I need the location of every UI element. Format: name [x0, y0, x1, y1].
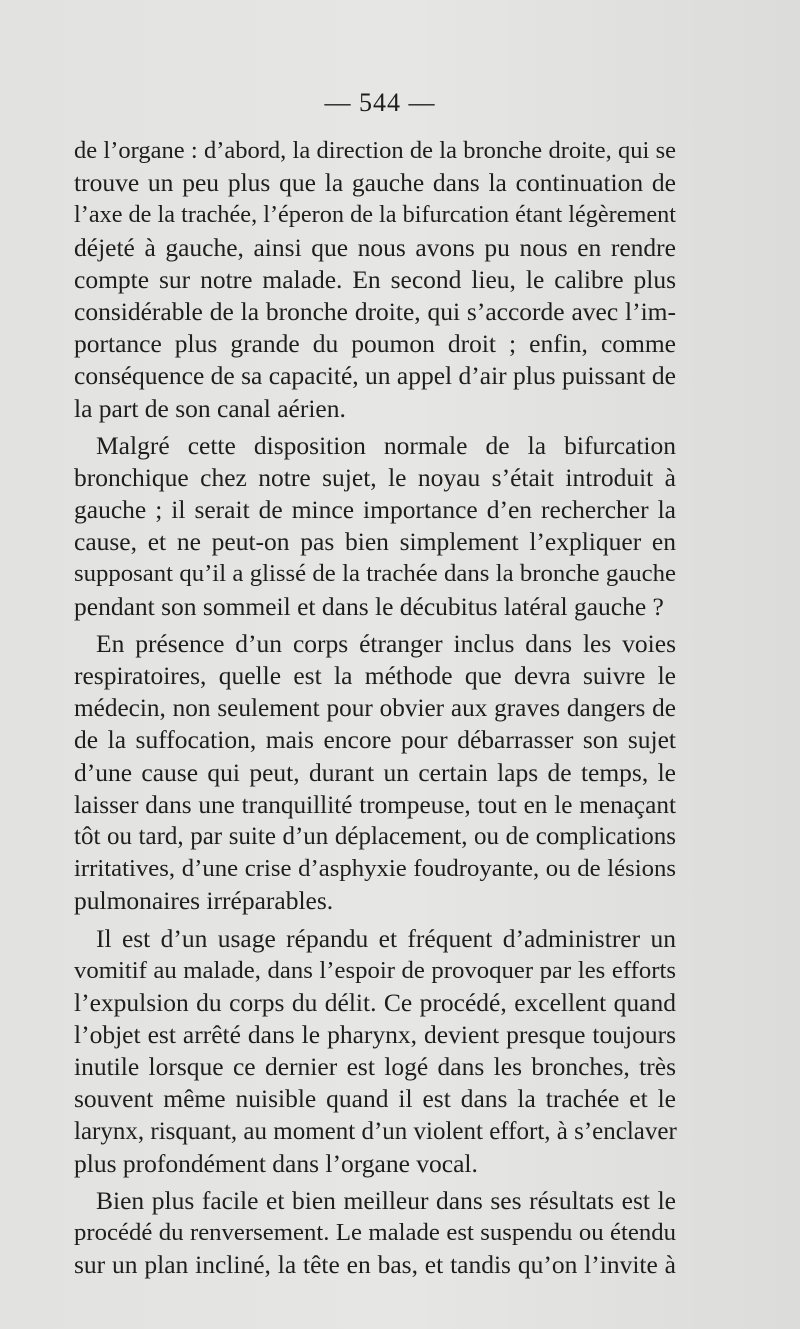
text-line: compte sur notre malade. En second lieu, le calibre plus — [74, 264, 676, 294]
paragraph — [74, 430, 676, 623]
text-line: inutile lorsque ce dernier est logé dans les bronches, très — [74, 1052, 676, 1082]
text-line: Malgré cette disposition normale de la bifurcation — [96, 430, 676, 460]
text-line: respiratoires, quelle est la méthode que devra suivre le — [74, 661, 676, 690]
text-line: Il est d’un usage répandu et fréquent d’administrer un — [96, 923, 676, 953]
text-line: de la suffocation, mais encore pour débarrasser son sujet — [74, 725, 676, 755]
text-line: conséquence de sa capacité, un appel d’air plus puissant de — [74, 361, 676, 391]
paragraph — [74, 135, 676, 425]
text-line: En présence d’un corps étranger inclus dans les voies — [96, 628, 676, 658]
text-line: Bien plus facile et bien meilleur dans ses résultats est le — [96, 1186, 676, 1215]
text-line: irritatives, d’une crise d’asphyxie foudroyante, ou de lésions — [74, 855, 676, 883]
text-line: laisser dans une tranquillité trompeuse, tout en le menaçant — [74, 790, 676, 819]
text-line: tôt ou tard, par suite d’un déplacement, ou de complications — [74, 822, 676, 850]
page-number: — 544 — — [324, 88, 436, 117]
text-line: pulmonaires irréparables. — [74, 886, 334, 916]
text-line: l’axe de la trachée, l’éperon de la bifurcation étant légèrement — [74, 201, 676, 229]
text-line: larynx, risquant, au moment d’un violent effort, à s’enclaver — [74, 1117, 677, 1145]
text-line: sur un plan incliné, la tête en bas, et tandis qu’on l’invite à — [74, 1250, 676, 1280]
paragraph — [74, 628, 676, 918]
body-text — [74, 135, 676, 1282]
text-line: la part de son canal aérien. — [74, 393, 346, 423]
text-line: pendant son sommeil et dans le décubitus latéral gauche ? — [74, 591, 664, 621]
text-line: portance plus grande du poumon droit ; enfin, comme — [74, 329, 676, 359]
text-line: trouve un peu plus que la gauche dans la continuation de — [74, 168, 676, 198]
text-line: de l’organe : d’abord, la direction de la bronche droite, qui se — [74, 137, 676, 164]
text-line: plus profondément dans l’organe vocal. — [74, 1148, 478, 1178]
text-line: d’une cause qui peut, durant un certain laps de temps, le — [74, 757, 676, 787]
text-line: considérable de la bronche droite, qui s’accorde avec l’im- — [74, 296, 676, 326]
text-line: cause, et ne peut-on pas bien simplement l’expliquer en — [74, 527, 676, 557]
text-line: souvent même nuisible quand il est dans la trachée et le — [74, 1084, 676, 1114]
text-line: bronchique chez notre sujet, le noyau s’était introduit à — [74, 462, 676, 492]
text-line: l’expulsion du corps du délit. Ce procédé, excellent quand — [74, 987, 676, 1017]
paragraph — [74, 1185, 676, 1282]
text-line: gauche ; il serait de mince importance d’en rechercher la — [74, 495, 676, 525]
text-line: supposant qu’il a glissé de la trachée dans la bronche gauche — [74, 560, 676, 588]
text-line: médecin, non seulement pour obvier aux graves dangers de — [74, 694, 676, 723]
paragraph — [74, 923, 676, 1181]
text-line: vomitif au malade, dans l’espoir de provoquer par les efforts — [74, 956, 676, 984]
text-line: procédé du renversement. Le malade est suspendu ou étendu — [74, 1219, 676, 1247]
text-line: l’objet est arrêté dans le pharynx, devient presque toujours — [74, 1020, 676, 1050]
text-line: déjeté à gauche, ainsi que nous avons pu nous en rendre — [74, 232, 676, 262]
